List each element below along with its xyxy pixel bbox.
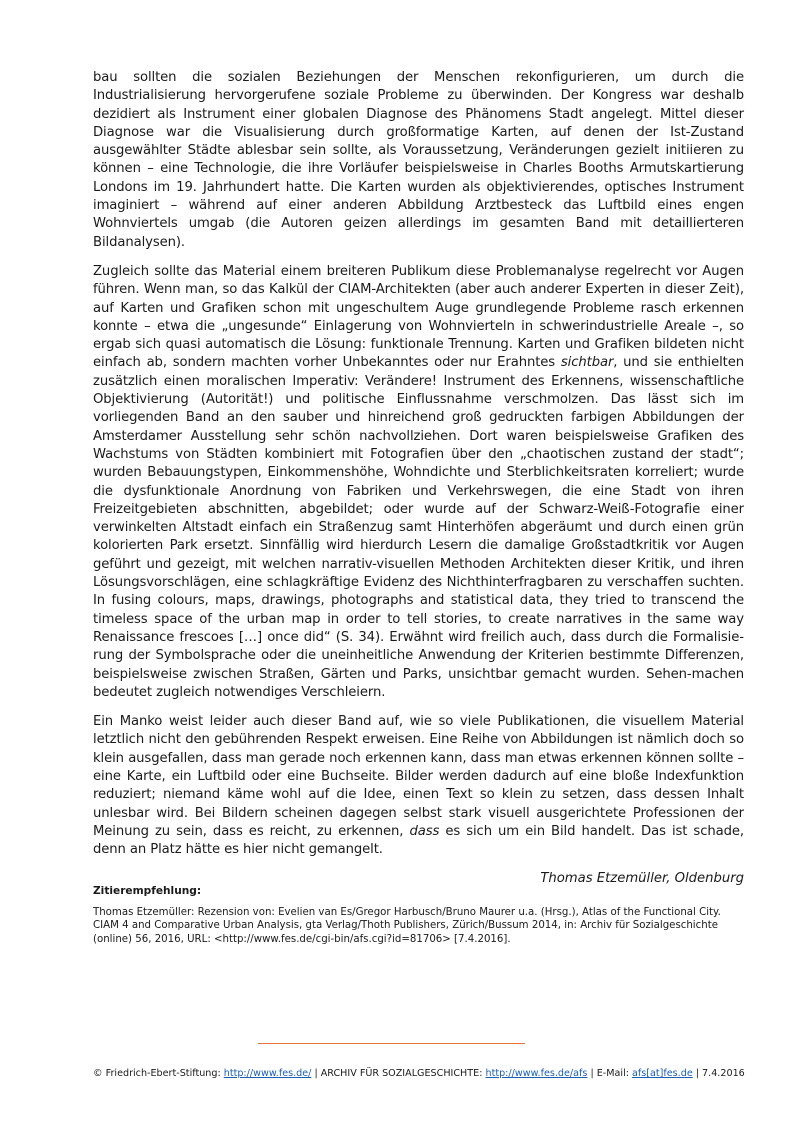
page-footer: [93, 1068, 744, 1079]
paragraph-2-text-a: Zugleich sollte das Material einem breiteren Publikum diese Problemanalyse regelrecht vor Augen führen. Wenn man, so das Kalkül der CIAM-Architekten (aber auch anderer Experten in dieser Zeit), auf Karten und Grafiken schon mit ungeschultem Auge grundlegende Probleme rasch erkennen konnte – etwa die „ungesunde“ Einlagerung von Wohnvierteln in schwerindustrielle Areale –, so ergab sich quasi automatisch die Lösung: funktionale Trennung. Karten und Grafiken bildeten nicht einfach ab, sondern machten vorher Unbekanntes oder nur Erahntes: [93, 263, 744, 371]
footer-divider: [258, 1043, 525, 1044]
citation-block: [93, 885, 744, 946]
footer-link-afs[interactable]: http://www.fes.de/afs: [485, 1068, 588, 1079]
footer-email-link[interactable]: afs[at]fes.de: [632, 1068, 693, 1079]
paragraph-3-text-b: es sich um ein Bild handelt. Das ist schade, denn an Platz hätte es hier nicht gemangelt.: [93, 823, 744, 858]
author-signature: Thomas Etzemüller, Oldenburg: [540, 871, 744, 887]
body-paragraph-3: [93, 713, 744, 859]
body-paragraph-2: [93, 263, 744, 702]
footer-archive-label: | ARCHIV FÜR SOZIALGESCHICHTE:: [311, 1068, 486, 1079]
footer-date: | 7.4.2016: [692, 1068, 745, 1079]
paragraph-2-emphasis: sichtbar: [560, 355, 614, 371]
paragraph-3-emphasis: dass: [409, 823, 440, 839]
citation-heading: Zitierempfehlung:: [93, 885, 202, 897]
review-body: [93, 69, 744, 889]
footer-email-label: | E-Mail:: [587, 1068, 633, 1079]
body-paragraph-1: bau sollten die sozialen Beziehungen der Menschen rekonfigurieren, um durch die Industrialisierung hervorgerufene soziale Probleme zu überwinden. Der Kongress war deshalb dezidiert als Instrument einer globalen Diagnose des Phänomens Stadt angelegt. Mittel dieser Diagnose war die Visualisierung durch großformatige Karten, auf denen der Ist-Zustand ausgewählter Städte ablesbar sein sollte, als Voraussetzung, Veränderungen gezielt initiieren zu können – eine Technologie, die ihre Vorläufer beispielsweise in Charles Booths Armutskartierung Londons im 19. Jahrhundert hatte. Die Karten wurden als objektivierendes, optisches Instrument imaginiert – während auf einer anderen Abbildung Arztbesteck das Luftbild eines engen Wohnviertels umgab (die Autoren geizen allerdings im gesamten Band mit detaillierteren Bildanalysen).: [93, 70, 744, 250]
paragraph-3-text-a: Ein Manko weist leider auch dieser Band auf, wie so viele Publikationen, die visuellem Material letztlich nicht den gebührenden Respekt erweisen. Eine Reihe von Abbildungen ist nämlich doch so klein ausgefallen, dass man gerade noch erkennen kann, dass man etwas erkennen können sollte – eine Karte, ein Luftbild oder eine Buchseite. Bilder werden dadurch auf eine bloße Indexfunktion reduziert; niemand käme wohl auf die Idee, einen Text so klein zu setzen, dass dessen Inhalt unlesbar wird. Bei Bildern scheinen dagegen selbst stark visuell ausgerichtete Professionen der Meinung zu sein, dass es reicht, zu erkennen,: [93, 714, 744, 839]
paragraph-2-text-b: , und sie enthielten zusätzlich einen moralischen Imperativ: Verändere! Instrument des Erkennens, wissenschaftliche Objektivierung (Autorität!) und politische Einflussnahme verschmolzen. Das lässt sich im vorliegenden Band an den sauber und hinreichend groß gedruckten farbigen Abbildungen der Amsterdamer Ausstellung sehr schön nachvollziehen. Dort waren beispielsweise Grafiken des Wachstums von Städten kombiniert mit Fotografien über den „chaotischen zustand der stadt“; wurden Bebauungstypen, Einkommenshöhe, Wohndichte und Sterblichkeitsraten korreliert; wurde die dysfunktionale Anordnung von Fabriken und Verkehrswegen, die eine Stadt von ihren Freizeitgebieten abschnitten, abgebildet; oder wurde auf der Schwarz-Weiß-Fotografie einer verwinkelten Altstadt einfach ein Straßenzug samt Hinterhöfen abgeräumt und durch einen grün kolorierten Park ersetzt. Sinnfällig wird hierdurch Lesern die damalige Großstadtkritik vor Augen geführt und gezeigt, mit welchen narrativ-visuellen Methoden Architekten dieser Kritik, und ihren Lösungsvorschlägen, eine schlagkräftige Evidenz des Nichthinterfragbaren zu verschaffen suchten. In fusing colours, maps, drawings, photographs and statistical data, they tried to transcend the timeless space of the urban map in order to tell stories, to create narratives in the same way Renaissance frescoes […] once did“ (S. 34). Erwähnt wird freilich auch, dass durch die Formalisierung der Symbolsprache oder die uneinheitliche Anwendung der Kriterien bestimmte Differenzen, beispielsweise zwischen Straßen, Gärten und Parks, unsichtbar gemacht wurden. Sehen-machen bedeutet zugleich notwendiges Verschleiern.: [93, 355, 744, 700]
footer-copyright: © Friedrich-Ebert-Stiftung:: [93, 1068, 224, 1079]
footer-link-fes[interactable]: http://www.fes.de/: [223, 1068, 312, 1079]
citation-text: Thomas Etzemüller: Rezension von: Evelien van Es/Gregor Harbusch/Bruno Maurer u.a. (Hrsg.), Atlas of the Functional City. CIAM 4 and Comparative Urban Analysis, gta Verlag/Thoth Publishers, Zürich/Bussum 2014, in: Archiv für Sozialgeschichte (online) 56, 2016, URL: <http://www.fes.de/cgi-bin/afs.cgi?id=81706> [7.4.2016].: [93, 907, 721, 945]
